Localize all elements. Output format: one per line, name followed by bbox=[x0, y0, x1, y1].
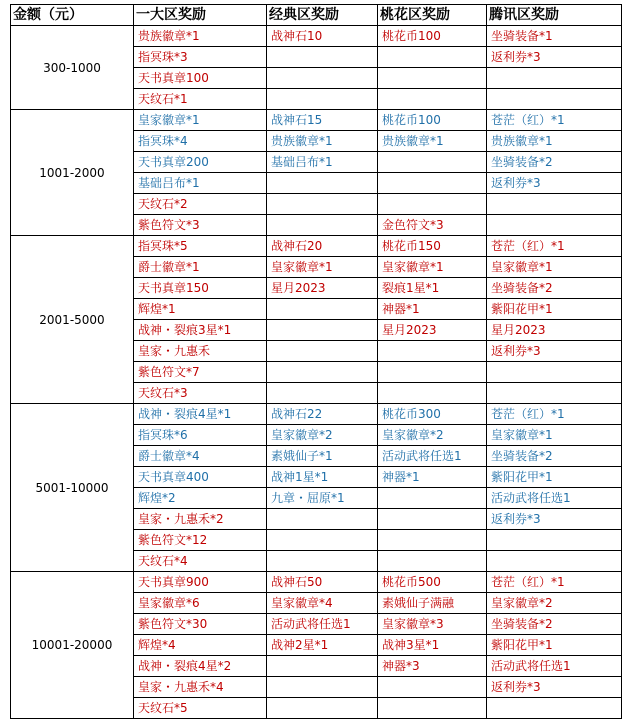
reward-cell bbox=[487, 383, 622, 404]
reward-cell bbox=[267, 656, 378, 677]
reward-cell: 贵族徽章*1 bbox=[134, 26, 267, 47]
reward-cell bbox=[267, 383, 378, 404]
reward-cell: 指冥珠*3 bbox=[134, 47, 267, 68]
reward-cell bbox=[378, 530, 487, 551]
reward-cell: 皇家・九惠禾*2 bbox=[134, 509, 267, 530]
reward-cell: 坐骑装备*2 bbox=[487, 614, 622, 635]
reward-cell: 星月2023 bbox=[378, 320, 487, 341]
reward-cell bbox=[487, 551, 622, 572]
reward-cell: 坐骑装备*2 bbox=[487, 446, 622, 467]
reward-cell: 坐骑装备*1 bbox=[487, 26, 622, 47]
reward-cell: 皇家徽章*2 bbox=[267, 425, 378, 446]
reward-cell: 天书真章200 bbox=[134, 152, 267, 173]
reward-cell: 返利券*3 bbox=[487, 509, 622, 530]
reward-cell: 辉煌*2 bbox=[134, 488, 267, 509]
header-zone-tencent: 腾讯区奖励 bbox=[487, 5, 622, 26]
reward-cell: 坐骑装备*2 bbox=[487, 278, 622, 299]
header-zone-classic: 经典区奖励 bbox=[267, 5, 378, 26]
reward-cell: 皇家徽章*2 bbox=[378, 425, 487, 446]
reward-cell: 活动武将任选1 bbox=[267, 614, 378, 635]
reward-cell: 天纹石*4 bbox=[134, 551, 267, 572]
reward-cell: 战神石50 bbox=[267, 572, 378, 593]
reward-cell: 皇家徽章*1 bbox=[378, 257, 487, 278]
reward-cell bbox=[378, 152, 487, 173]
reward-cell: 九章・屈原*1 bbox=[267, 488, 378, 509]
reward-cell: 战神石10 bbox=[267, 26, 378, 47]
reward-cell: 天书真章100 bbox=[134, 68, 267, 89]
reward-cell: 坐骑装备*2 bbox=[487, 152, 622, 173]
reward-cell: 天纹石*1 bbox=[134, 89, 267, 110]
reward-cell: 紫色符文*3 bbox=[134, 215, 267, 236]
amount-range-cell: 300-1000 bbox=[11, 26, 134, 110]
reward-cell bbox=[267, 68, 378, 89]
reward-cell: 战神2星*1 bbox=[267, 635, 378, 656]
reward-cell bbox=[267, 698, 378, 719]
reward-cell: 天纹石*2 bbox=[134, 194, 267, 215]
reward-cell: 苍茫（红）*1 bbox=[487, 572, 622, 593]
reward-cell: 素娥仙子满融 bbox=[378, 593, 487, 614]
reward-cell bbox=[378, 383, 487, 404]
reward-cell: 紫阳花甲*1 bbox=[487, 467, 622, 488]
reward-cell: 活动武将任选1 bbox=[487, 488, 622, 509]
reward-cell: 基础吕布*1 bbox=[267, 152, 378, 173]
reward-cell: 天纹石*3 bbox=[134, 383, 267, 404]
header-zone-1: 一大区奖励 bbox=[134, 5, 267, 26]
reward-cell bbox=[378, 509, 487, 530]
header-row bbox=[11, 5, 622, 26]
table-body bbox=[11, 26, 622, 719]
amount-range-cell: 2001-5000 bbox=[11, 236, 134, 404]
reward-cell: 活动武将任选1 bbox=[487, 656, 622, 677]
reward-cell: 紫色符文*30 bbox=[134, 614, 267, 635]
reward-cell bbox=[378, 173, 487, 194]
reward-cell: 桃花币150 bbox=[378, 236, 487, 257]
reward-cell bbox=[267, 362, 378, 383]
amount-range-cell: 10001-20000 bbox=[11, 572, 134, 719]
reward-cell: 素娥仙子*1 bbox=[267, 446, 378, 467]
reward-cell bbox=[378, 551, 487, 572]
reward-cell: 皇家徽章*6 bbox=[134, 593, 267, 614]
reward-table bbox=[10, 4, 622, 719]
table-row bbox=[11, 110, 622, 131]
reward-cell: 战神1星*1 bbox=[267, 467, 378, 488]
reward-cell: 指冥珠*6 bbox=[134, 425, 267, 446]
reward-cell: 战神石22 bbox=[267, 404, 378, 425]
reward-cell: 神器*1 bbox=[378, 299, 487, 320]
reward-cell bbox=[267, 530, 378, 551]
reward-cell: 返利券*3 bbox=[487, 677, 622, 698]
reward-cell bbox=[267, 320, 378, 341]
reward-cell: 战神石15 bbox=[267, 110, 378, 131]
table-row bbox=[11, 26, 622, 47]
reward-cell: 天书真章400 bbox=[134, 467, 267, 488]
reward-cell: 返利券*3 bbox=[487, 47, 622, 68]
reward-cell: 皇家徽章*2 bbox=[487, 593, 622, 614]
reward-cell bbox=[267, 677, 378, 698]
reward-cell: 皇家徽章*1 bbox=[487, 257, 622, 278]
reward-cell: 天书真章900 bbox=[134, 572, 267, 593]
reward-cell bbox=[378, 194, 487, 215]
reward-cell: 战神・裂痕3星*1 bbox=[134, 320, 267, 341]
reward-cell: 天纹石*5 bbox=[134, 698, 267, 719]
reward-cell bbox=[487, 215, 622, 236]
reward-cell bbox=[487, 89, 622, 110]
header-amount: 金额（元） bbox=[11, 5, 134, 26]
reward-cell: 苍茫（红）*1 bbox=[487, 404, 622, 425]
reward-cell: 贵族徽章*1 bbox=[487, 131, 622, 152]
reward-cell: 皇家徽章*3 bbox=[378, 614, 487, 635]
reward-cell: 苍茫（红）*1 bbox=[487, 110, 622, 131]
table-row bbox=[11, 572, 622, 593]
reward-cell: 神器*3 bbox=[378, 656, 487, 677]
amount-range-cell: 1001-2000 bbox=[11, 110, 134, 236]
table-row bbox=[11, 404, 622, 425]
reward-cell: 皇家徽章*4 bbox=[267, 593, 378, 614]
reward-cell bbox=[487, 698, 622, 719]
reward-cell: 金色符文*3 bbox=[378, 215, 487, 236]
reward-cell: 皇家徽章*1 bbox=[487, 425, 622, 446]
reward-cell bbox=[267, 173, 378, 194]
reward-cell: 苍茫（红）*1 bbox=[487, 236, 622, 257]
reward-cell bbox=[378, 68, 487, 89]
reward-cell: 星月2023 bbox=[487, 320, 622, 341]
reward-cell bbox=[267, 341, 378, 362]
reward-cell: 星月2023 bbox=[267, 278, 378, 299]
reward-cell: 指冥珠*4 bbox=[134, 131, 267, 152]
reward-cell: 紫色符文*12 bbox=[134, 530, 267, 551]
reward-cell: 战神・裂痕4星*1 bbox=[134, 404, 267, 425]
reward-cell: 活动武将任选1 bbox=[378, 446, 487, 467]
reward-cell bbox=[378, 488, 487, 509]
reward-cell bbox=[378, 362, 487, 383]
reward-cell: 基础吕布*1 bbox=[134, 173, 267, 194]
header-zone-taohua: 桃花区奖励 bbox=[378, 5, 487, 26]
reward-cell: 天书真章150 bbox=[134, 278, 267, 299]
reward-cell: 返利券*3 bbox=[487, 173, 622, 194]
reward-cell bbox=[267, 194, 378, 215]
reward-cell: 皇家・九惠禾*4 bbox=[134, 677, 267, 698]
reward-cell: 指冥珠*5 bbox=[134, 236, 267, 257]
reward-cell: 爵士徽章*4 bbox=[134, 446, 267, 467]
reward-cell: 皇家徽章*1 bbox=[134, 110, 267, 131]
reward-cell: 皇家徽章*1 bbox=[267, 257, 378, 278]
reward-cell bbox=[267, 89, 378, 110]
reward-cell: 桃花币300 bbox=[378, 404, 487, 425]
reward-cell bbox=[487, 194, 622, 215]
reward-cell bbox=[267, 215, 378, 236]
reward-cell: 桃花币500 bbox=[378, 572, 487, 593]
reward-cell bbox=[378, 89, 487, 110]
reward-cell bbox=[267, 299, 378, 320]
reward-cell: 神器*1 bbox=[378, 467, 487, 488]
reward-cell: 战神石20 bbox=[267, 236, 378, 257]
reward-cell: 紫色符文*7 bbox=[134, 362, 267, 383]
reward-cell bbox=[378, 698, 487, 719]
reward-cell: 贵族徽章*1 bbox=[267, 131, 378, 152]
reward-cell: 辉煌*4 bbox=[134, 635, 267, 656]
reward-cell: 战神3星*1 bbox=[378, 635, 487, 656]
reward-cell bbox=[378, 341, 487, 362]
reward-cell bbox=[267, 47, 378, 68]
reward-cell: 桃花币100 bbox=[378, 110, 487, 131]
reward-cell: 皇家・九惠禾 bbox=[134, 341, 267, 362]
reward-cell bbox=[487, 68, 622, 89]
reward-cell: 裂痕1星*1 bbox=[378, 278, 487, 299]
reward-cell: 辉煌*1 bbox=[134, 299, 267, 320]
table-row bbox=[11, 236, 622, 257]
reward-cell: 桃花币100 bbox=[378, 26, 487, 47]
reward-cell bbox=[267, 509, 378, 530]
reward-cell: 贵族徽章*1 bbox=[378, 131, 487, 152]
reward-cell: 紫阳花甲*1 bbox=[487, 635, 622, 656]
amount-range-cell: 5001-10000 bbox=[11, 404, 134, 572]
reward-cell bbox=[487, 362, 622, 383]
reward-cell bbox=[378, 47, 487, 68]
reward-cell: 返利券*3 bbox=[487, 341, 622, 362]
reward-cell bbox=[378, 677, 487, 698]
reward-cell: 战神・裂痕4星*2 bbox=[134, 656, 267, 677]
reward-cell: 紫阳花甲*1 bbox=[487, 299, 622, 320]
reward-cell: 爵士徽章*1 bbox=[134, 257, 267, 278]
reward-cell bbox=[487, 530, 622, 551]
reward-cell bbox=[267, 551, 378, 572]
